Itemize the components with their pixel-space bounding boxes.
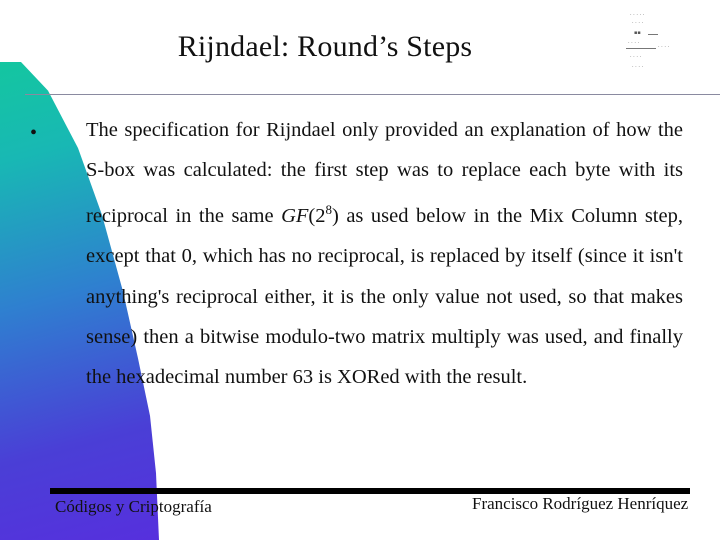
body-text-part2: ) as used below in the Mix Column step, except that 0, which has no reciprocal, is replaced by itself (since it isn't anything's reciprocal either, it is the only value not used, so that makes sense) then a bitwise modulo-two matrix multiply was used, and finally the hexadecimal number 63 is XORed with the result. (86, 205, 683, 389)
institution-logo-icon: · · · · · · · · · ▪▪ · · · · · · · · · · · · · · · · (628, 12, 670, 70)
gf-exponent: 8 (325, 202, 332, 218)
footer-author: Francisco Rodríguez Henríquez (472, 494, 689, 513)
bullet-marker: • (30, 122, 38, 144)
title-divider (25, 94, 720, 95)
gf-symbol: GF (281, 205, 309, 228)
gf-paren: (2 (308, 205, 326, 228)
body-text-part1: The specification for Rijndael only provided an explanation of how the S-box was calculated: the first step was to replace each byte with its reciprocal in the same (86, 119, 683, 228)
bullet-paragraph (86, 110, 683, 397)
footer-course-name: Códigos y Criptografía (55, 497, 212, 516)
slide-title: Rijndael: Round’s Steps (177, 30, 473, 63)
